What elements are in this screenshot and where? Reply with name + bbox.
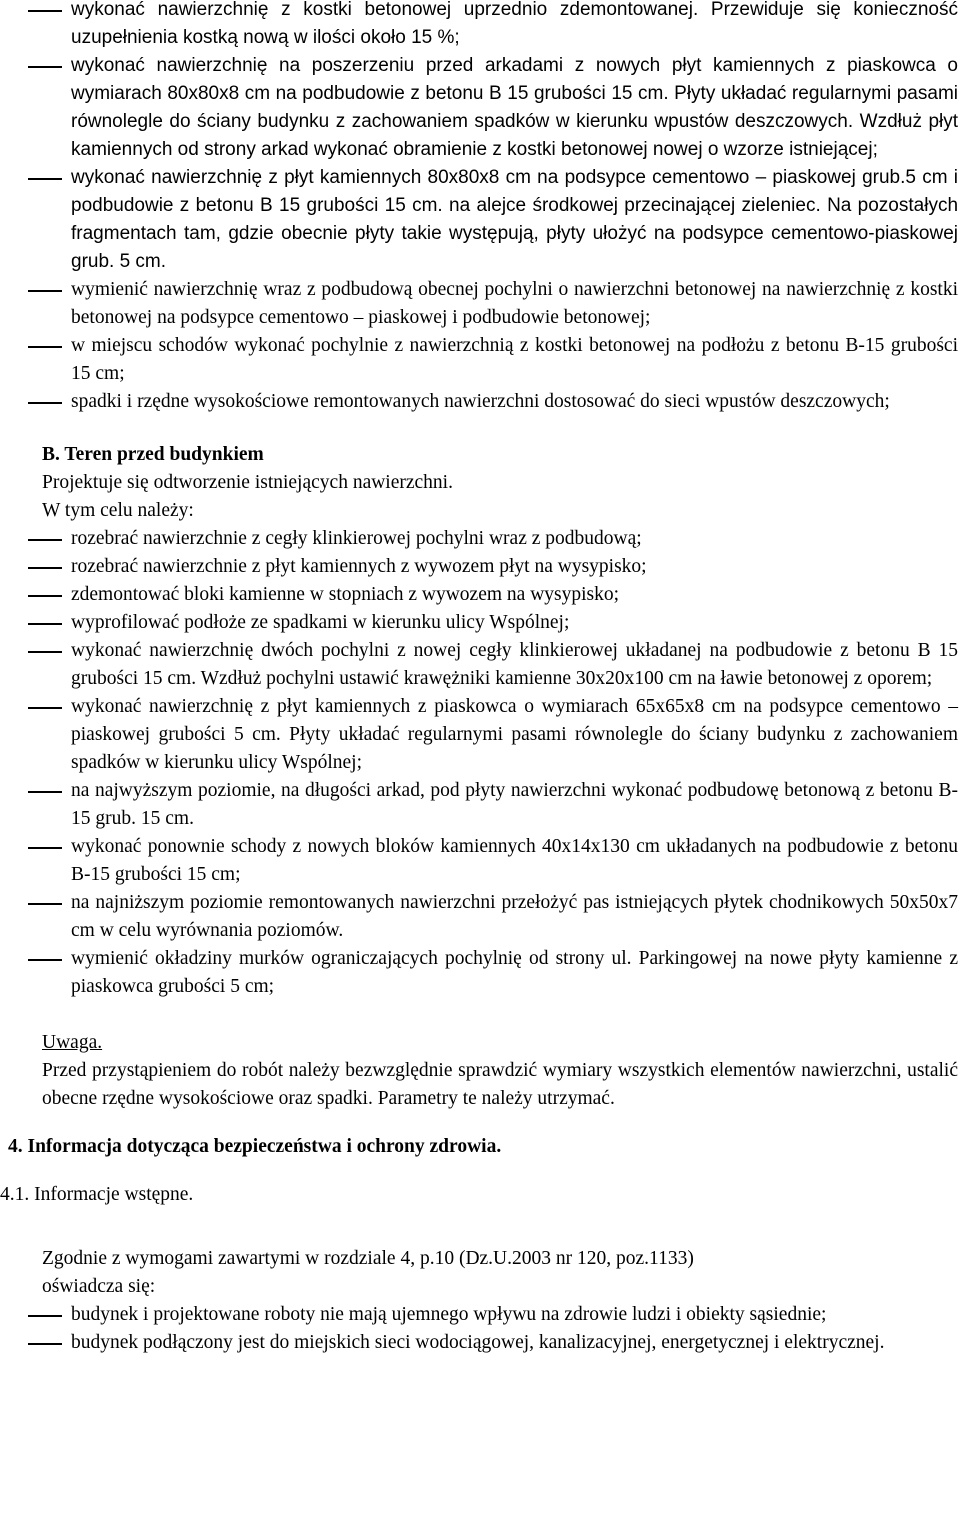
section-b-intro: Projektuje się odtworzenie istniejących nawierzchni. [42, 472, 453, 493]
list-item-text: wykonać nawierzchnię z płyt kamiennych z piaskowca o wymiarach 65x65x8 cm na podsypce cementowo – piaskowej grubości 5 cm. Płyty układać regularnymi pasami równolegle do ściany budynku z zachowaniem spadków w kierunku ulicy Wspólnej; [71, 696, 958, 773]
dash-bullet [28, 707, 62, 709]
list-item-text: wymienić nawierzchnię wraz z podbudową obecnej pochylni o nawierzchni betonowej na nawierzchnię z kostki betonowej na podsypce cementowo – piaskowej i podbudowie betonowej; [71, 279, 958, 328]
list-item [42, 581, 960, 609]
list-item-text: rozebrać nawierzchnie z cegły klinkierowej pochylni wraz z podbudową; [71, 528, 642, 549]
dash-bullet [28, 791, 62, 793]
list-item-text: Na pozostałych fragmentach tam, gdzie obecnie płyty takie występują, płyty ułożyć na podsypce cementowo-piaskowej grub. 5 cm. [71, 195, 959, 272]
dash-bullet [28, 847, 62, 849]
list-item-text: w miejscu schodów wykonać pochylnie z nawierzchnią z kostki betonowej na podłożu z betonu B-15 grubości 15 cm; [71, 335, 958, 384]
list-item-text: wykonać nawierzchnię z płyt kamiennych 80x80x8 cm na podsypce cementowo – piaskowej grub.5 cm i podbudowie z betonu B 15 grubości 15 cm. na alejce środkowej przecinającej zieleniec. [71, 167, 958, 216]
dash-bullet [28, 346, 62, 348]
list-item-text: na najniższym poziomie remontowanych nawierzchni przełożyć pas istniejących płytek chodnikowych 50x50x7 cm w celu wyrównania poziomów. [71, 892, 958, 941]
section-b-lead: W tym celu należy: [42, 500, 194, 521]
list-item-text: Wzdłuż płyt kamiennych od strony arkad wykonać obramienie z kostki betonowej nowej o wzorze istniejącej; [71, 111, 959, 160]
list-item [42, 164, 960, 276]
list-item-text: na najwyższym poziomie, na długości arkad, pod płyty nawierzchni wykonać podbudowę betonową z betonu B-15 grub. 15 cm. [71, 780, 958, 829]
section-4-lead: oświadcza się: [42, 1276, 156, 1297]
dash-bullet [28, 1343, 62, 1345]
list-item [42, 1301, 960, 1329]
section-4-1-subtitle: 4.1. Informacje wstępne. [0, 1184, 194, 1205]
list-item [42, 332, 960, 388]
list-item-text: wykonać nawierzchnię na poszerzeniu przed arkadami z nowych płyt kamiennych z piaskowca o wymiarach 80x80x8 cm na podbudowie z betonu B 15 grubości 15 cm. Płyty układać regularnymi pasami równolegle do ściany budynku z zachowaniem spadków w kierunku wpustów deszczowych. [71, 55, 958, 132]
dash-bullet [28, 1315, 62, 1317]
dash-bullet [28, 10, 62, 12]
dash-bullet [28, 651, 62, 653]
dash-bullet [28, 290, 62, 292]
section-4-intro: Zgodnie z wymogami zawartymi w rozdziale 4, p.10 (Dz.U.2003 nr 120, poz.1133) [42, 1248, 694, 1269]
list-item [42, 388, 960, 416]
list-item [42, 1329, 960, 1357]
list-item-text: wymienić okładziny murków ograniczających pochylnię od strony ul. Parkingowej na nowe płyty kamienne z piaskowca grubości 5 cm; [71, 948, 958, 997]
dash-bullet [28, 402, 62, 404]
section-b-title: B. Teren przed budynkiem [42, 444, 264, 465]
dash-bullet [28, 567, 62, 569]
list-item-text: spadki i rzędne wysokościowe remontowanych nawierzchni dostosować do sieci wpustów deszczowych; [71, 391, 890, 412]
list-item-text: budynek i projektowane roboty nie mają ujemnego wpływu na zdrowie ludzi i obiekty sąsiednie; [71, 1304, 827, 1325]
section-4-title: 4. Informacja dotycząca bezpieczeństwa i ochrony zdrowia. [8, 1136, 502, 1157]
list-item [42, 276, 960, 332]
list-item [42, 945, 960, 1001]
list-item-text: rozebrać nawierzchnie z płyt kamiennych z wywozem płyt na wysypisko; [71, 556, 647, 577]
list-item [42, 637, 960, 693]
list-item [42, 553, 960, 581]
list-item-text: wykonać ponownie schody z nowych bloków kamiennych 40x14x130 cm układanych na podbudowie z betonu B-15 grubości 15 cm; [71, 836, 958, 885]
dash-bullet [28, 623, 62, 625]
dash-bullet [28, 959, 62, 961]
dash-bullet [28, 66, 62, 68]
list-item-text: wykonać nawierzchnię z kostki betonowej uprzednio zdemontowanej. Przewiduje się konieczność uzupełnienia kostką nową w ilości około 15 %; [71, 0, 958, 48]
list-item [42, 833, 960, 889]
dash-bullet [28, 178, 62, 180]
list-item-text: budynek podłączony jest do miejskich sieci wodociągowej, kanalizacyjnej, energetycznej i elektrycznej. [71, 1332, 885, 1353]
note-text: Przed przystąpieniem do robót należy bezwzględnie sprawdzić wymiary wszystkich elementów nawierzchni, ustalić obecne rzędne wysokościowe oraz spadki. Parametry te należy utrzymać. [42, 1060, 958, 1109]
note-label: Uwaga. [42, 1032, 103, 1053]
list-item [42, 889, 960, 945]
list-item [42, 609, 960, 637]
dash-bullet [28, 539, 62, 541]
list-item-text: wyprofilować podłoże ze spadkami w kierunku ulicy Wspólnej; [71, 612, 570, 633]
list-item [42, 0, 960, 52]
list-item [42, 693, 960, 777]
list-item-text: zdemontować bloki kamienne w stopniach z wywozem na wysypisko; [71, 584, 620, 605]
dash-bullet [28, 903, 62, 905]
list-item [42, 525, 960, 553]
list-item [42, 777, 960, 833]
list-item-text: wykonać nawierzchnię dwóch pochylni z nowej cegły klinkierowej układanej na podbudowie z betonu B 15 grubości 15 cm. Wzdłuż pochylni ustawić krawężniki kamienne 30x20x100 cm na ławie betonowej z oporem; [71, 640, 958, 689]
list-item [42, 52, 960, 164]
dash-bullet [28, 595, 62, 597]
